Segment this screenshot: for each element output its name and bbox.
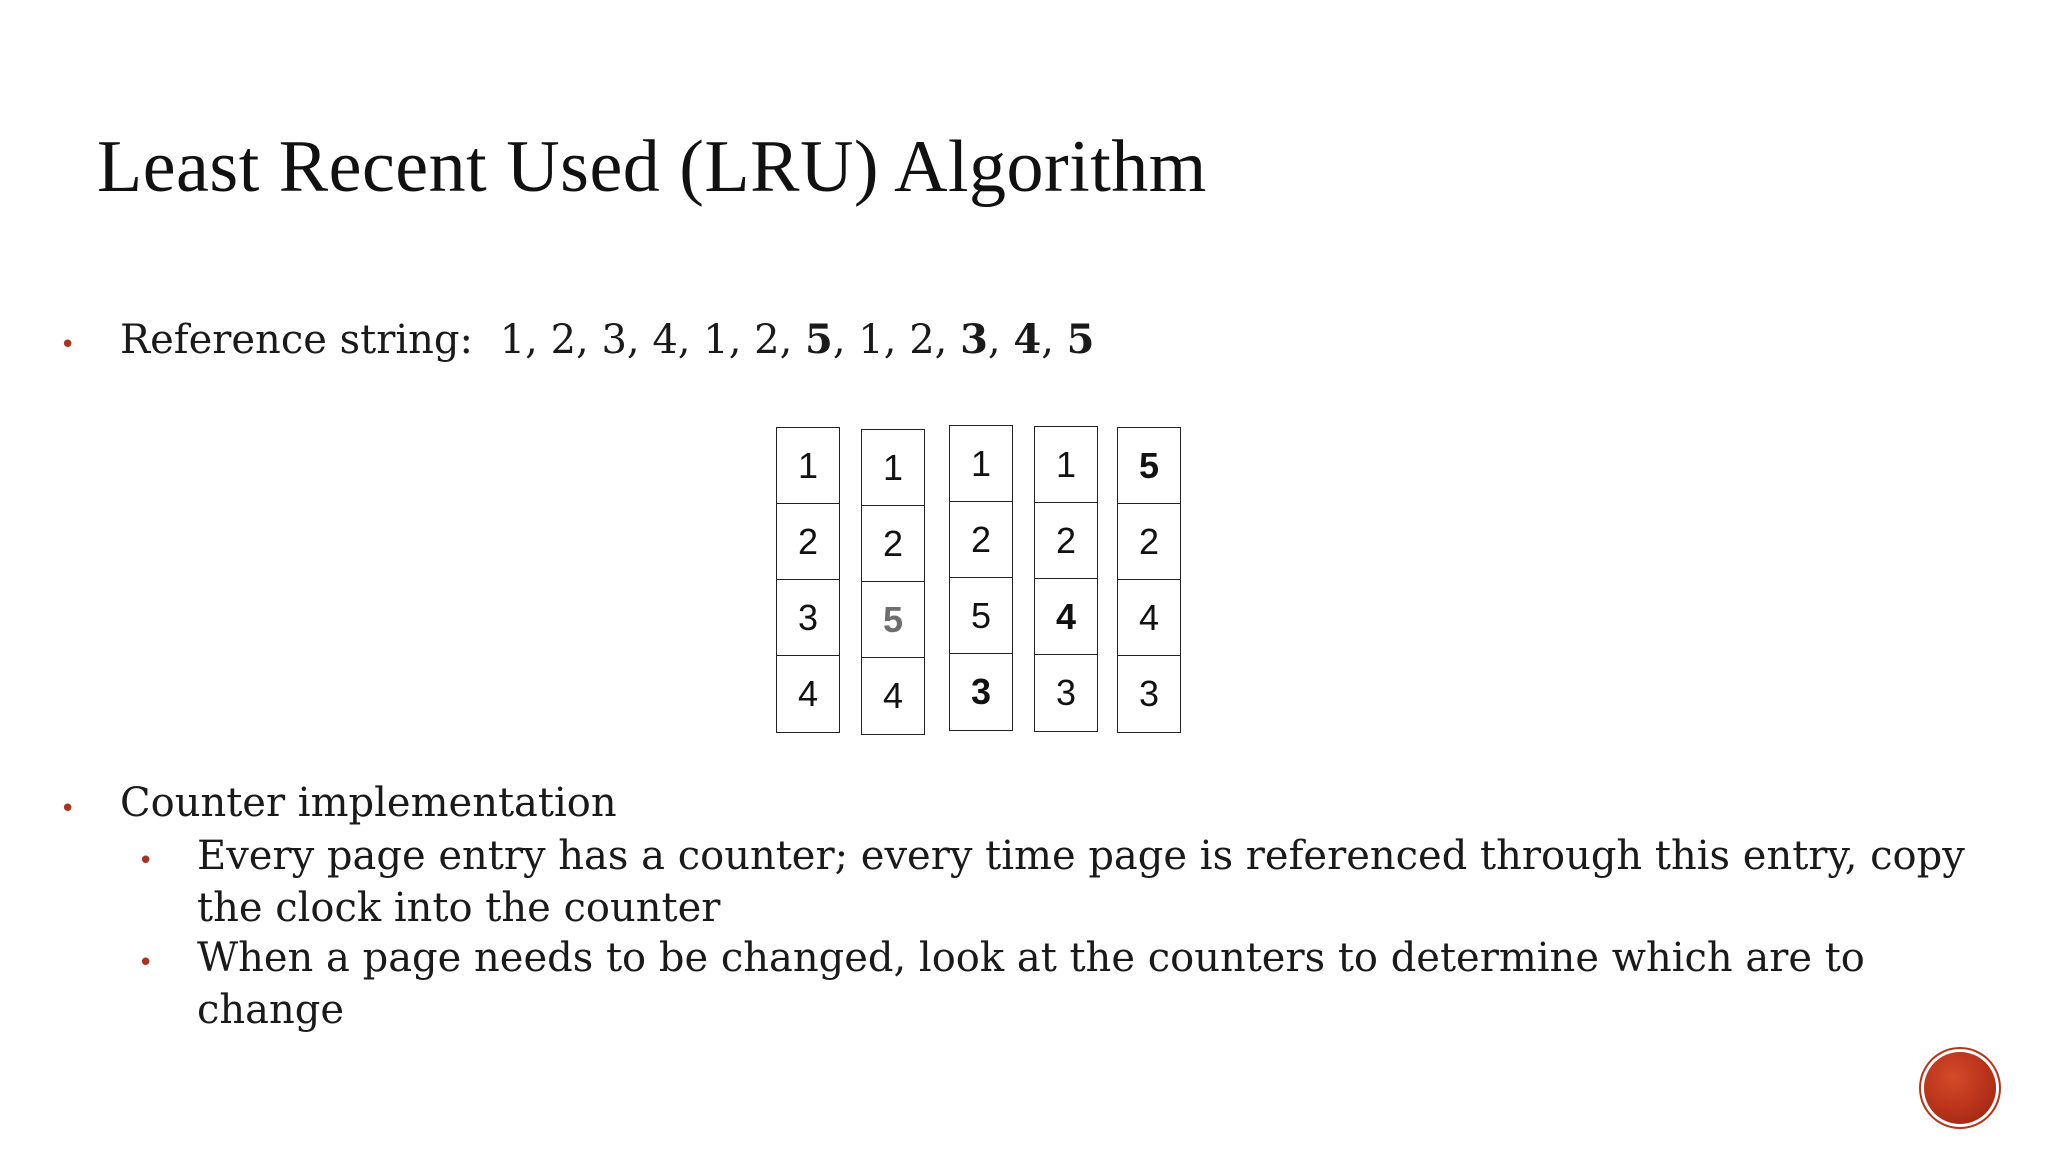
frame-cell: 2 <box>862 506 924 582</box>
reference-token: 2, <box>754 317 806 363</box>
sub-bullet-2-line-1: When a page needs to be changed, look at the counters to determine which are to <box>197 935 1865 981</box>
reference-string-label: Reference string: <box>120 317 473 363</box>
sub-bullet-2-line-2: change <box>197 987 345 1033</box>
reference-token: 5 <box>805 316 833 363</box>
frame-column <box>1034 426 1098 732</box>
reference-string-line <box>120 316 1094 363</box>
reference-token: , 1, <box>832 317 910 363</box>
frame-cell: 2 <box>1118 504 1180 580</box>
frame-cell: 2 <box>1035 503 1097 579</box>
frame-column <box>1117 427 1181 733</box>
sub-bullet-marker: • <box>138 948 154 978</box>
reference-token: 4 <box>1013 316 1042 363</box>
frame-cell: 3 <box>1055 672 1077 713</box>
frame-cell: 1 <box>1035 427 1097 503</box>
frame-cell: 1 <box>862 430 924 506</box>
counter-implementation-heading: Counter implementation <box>120 780 617 826</box>
frame-cell: 1 <box>777 428 839 504</box>
sub-bullet-1-line-1: Every page entry has a counter; every time page is referenced through this entry, copy <box>197 833 1965 879</box>
sub-bullet-2 <box>197 932 1865 1036</box>
reference-token: 3, <box>601 317 653 363</box>
frame-cell: 3 <box>970 671 992 712</box>
reference-token: 3 <box>960 316 988 363</box>
slide-title: Least Recent Used (LRU) Algorithm <box>97 126 1207 208</box>
frame-cell: 4 <box>882 675 904 716</box>
frame-cell: 1 <box>950 426 1012 502</box>
frame-cell: 3 <box>1138 673 1160 714</box>
frame-cell: 2 <box>950 502 1012 578</box>
frame-cell: 5 <box>950 578 1012 654</box>
reference-token: 1, <box>499 317 551 363</box>
frame-cell: 4 <box>797 673 819 714</box>
reference-token: , <box>987 317 1014 363</box>
frame-cell: 3 <box>777 580 839 656</box>
reference-string-sequence <box>500 317 1095 363</box>
slide-nav-button[interactable] <box>1924 1052 1996 1124</box>
frame-cell: 5 <box>862 582 924 658</box>
sub-bullet-1-line-2: the clock into the counter <box>197 885 721 931</box>
reference-token: 2, <box>550 317 602 363</box>
frame-cell: 4 <box>1118 580 1180 656</box>
reference-token: , <box>1041 317 1067 363</box>
frame-cell: 5 <box>1118 428 1180 504</box>
frame-column <box>776 427 840 733</box>
reference-token: 5 <box>1066 316 1095 363</box>
sub-bullet-marker: • <box>138 846 154 876</box>
frame-cell: 2 <box>777 504 839 580</box>
bullet-marker: • <box>60 330 76 360</box>
reference-token: 1, <box>703 317 755 363</box>
reference-token: 4, <box>652 317 704 363</box>
reference-token: 2, <box>909 317 961 363</box>
frame-cell: 4 <box>1035 579 1097 655</box>
frame-column <box>949 425 1013 731</box>
bullet-marker: • <box>60 794 76 824</box>
sub-bullet-1 <box>197 830 1965 934</box>
frame-column <box>861 429 925 735</box>
